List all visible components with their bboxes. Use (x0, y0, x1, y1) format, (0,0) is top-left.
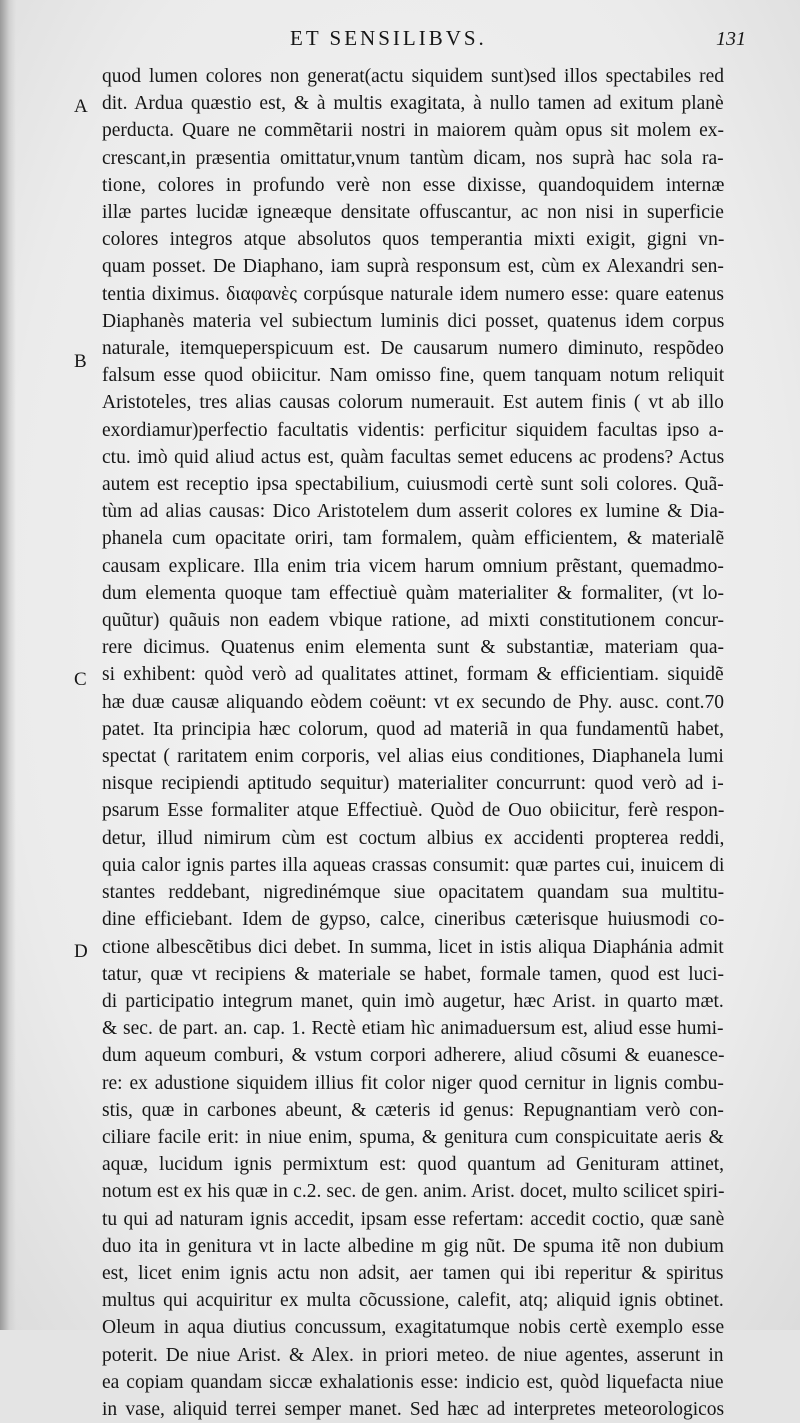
text-line: duo ita in genitura vt in lacte albedine m gig nũt. De spuma itẽ non dubium (102, 1235, 724, 1257)
text-line: perducta. Quare ne commẽtarii nostri in maiorem quàm opus sit molem ex- (102, 120, 724, 142)
text-line: multus qui acquiritur ex multa cõcussione, calefit, atq; aliquid ignis obtinet. (102, 1290, 724, 1312)
text-line: est, licet enim ignis actu non adsit, aer tamen qui ibi reperitur & spiritus (102, 1262, 724, 1284)
text-line: ctu. imò quid aliud actus est, quàm facultas semet educens ac prodens? Actus (102, 446, 725, 468)
text-line: re: ex adustione siquidem illius fit color niger quod cernitur in lignis combu- (102, 1072, 724, 1094)
text-line: exordiamur)perfectio facultatis videntis: perficitur siquidem facultas ipso a- (102, 419, 724, 441)
text-line: Oleum in aqua diutius concussum, exagitatumque nobis certè exemplo esse (102, 1317, 725, 1339)
text-line: in vase, aliquid terrei semper manet. Sed hæc ad interpretes meteorologicos (102, 1398, 725, 1420)
text-line: aquæ, lucidum ignis permixtum est: quod quantum ad Genituram attinet, (102, 1154, 725, 1176)
text-line: nisque recipiendi aptitudo sequitur) materialiter concurrunt: quod verò ad i- (102, 773, 724, 795)
text-line: di participatio integrum manet, quin imò augetur, hæc Arist. in quarto mæt. (102, 990, 724, 1012)
text-line: poterit. De niue Arist. & Alex. in priori meteo. de niue agentes, asserunt in (102, 1344, 724, 1366)
text-line: notum est ex his quæ in c.2. sec. de gen. anim. Arist. docet, multo scilicet spiri- (102, 1181, 725, 1203)
text-line: quam posset. De Diaphano, iam suprà responsum est, cùm ex Alexandri sen- (102, 256, 724, 278)
text-line: hæ duæ causæ aliquando eòdem coëunt: vt ex secundo de Phy. ausc. cont.70 (102, 691, 724, 713)
text-line: tentia diximus. διαφανὲς corpúsque naturale idem numero esse: quare eatenus (102, 283, 724, 305)
text-line: crescant,in præsentia omittatur,vnum tantùm dicam, nos suprà hac sola ra- (102, 147, 724, 169)
text-line: dum elementa quoque tam effectiuè quàm materialiter & formaliter, (vt lo- (102, 582, 725, 604)
text-line: tùm ad alias causas: Dico Aristotelem dum asserit colores ex lumine & Dia- (102, 501, 725, 523)
text-line: falsum esse quod obiicitur. Nam omisso fine, quem tanquam notum reliquit (102, 365, 725, 387)
running-title: ET SENSILIBVS. (290, 26, 487, 50)
margin-letters (66, 0, 96, 1330)
text-line: Aristoteles, tres alias causas colorum numerauit. Est autem finis ( vt ab illo (102, 392, 724, 414)
text-line: rere dicimus. Quatenus enim elementa sunt & substantiæ, materiam qua- (102, 637, 724, 659)
text-line: colores integros atque absolutos quos temperantia mixti exigit, gigni vn- (102, 229, 725, 251)
text-line: tione, colores in profundo verè non esse dixisse, quandoquidem internæ (102, 174, 725, 196)
margin-letter-c: C (74, 669, 87, 690)
text-line: Diaphanès materia vel subiectum luminis dici posset, quatenus idem corpus (102, 310, 725, 332)
text-line: ea copiam quandam siccæ exhalationis esse: indicio est, quòd liquefacta niue (102, 1371, 724, 1393)
page-header (0, 26, 800, 58)
text-line: stis, quæ in carbones abeunt, & cæteris id genus: Repugnantiam verò con- (102, 1099, 724, 1121)
body-text (102, 63, 724, 1423)
text-line: autem est receptio ipsa spectabilium, cuiusmodi certè sunt soli colores. Quã- (102, 474, 724, 496)
text-line: tu qui ad naturam ignis accedit, ipsam esse refertam: accedit coctio, quæ sanè (102, 1208, 725, 1230)
text-line: quia calor ignis partes illa aqueas crassas consumit: quæ partes cui, inuicem di (102, 854, 725, 876)
text-line: dum aqueum comburi, & vstum corpori adherere, aliud cõsumi & euanesce- (102, 1045, 725, 1067)
text-line: tatur, quæ vt recipiens & materiale se habet, formale tamen, quod est luci- (102, 963, 724, 985)
text-line: ctione albescẽtibus dici debet. In summa, licet in istis aliqua Diaphánia admit (102, 936, 724, 958)
text-line: illæ partes lucidæ igneæque densitate offuscantur, ac non nisi in superficie (102, 202, 724, 224)
text-line: si exhibent: quòd verò ad qualitates attinet, formam & efficientiam. siquidẽ (102, 664, 724, 686)
text-line: patet. Ita principia hæc colorum, quod ad materiã in qua fundamentũ habet, (102, 718, 724, 740)
text-line: psarum Esse formaliter atque Effectiuè. Quòd de Ouo obiicitur, ferè respon- (102, 800, 725, 822)
text-line: quod lumen colores non generat(actu siquidem sunt)sed illos spectabiles red (102, 66, 725, 87)
text-line: phanela cum opacitate oriri, tam formalem, quàm efficientem, & materialẽ (102, 528, 725, 550)
text-line: & sec. de part. an. cap. 1. Rectè etiam hìc animaduersum est, aliud esse humi- (102, 1018, 724, 1040)
text-line: causam explicare. Illa enim tria vicem harum omnium prẽstant, quemadmo- (102, 555, 724, 577)
text-line: dit. Ardua quæstio est, & à multis exagitata, à nullo tamen ad exitum planè (102, 93, 724, 115)
margin-letter-a: A (74, 96, 88, 117)
text-line: dine efficiebant. Idem de gypso, calce, cineribus cæterisque huiusmodi co- (102, 909, 725, 931)
text-line: detur, illud nimirum cùm est coctum albius ex accidenti propterea reddi, (102, 827, 725, 849)
text-line: naturale, itemqueperspicuum est. De causarum numero diminuto, respõdeo (102, 338, 724, 360)
text-line: stantes reddebant, nigredinémque siue opacitatem quandam sua multitu- (102, 882, 725, 904)
margin-letter-d: D (74, 941, 88, 962)
text-line: ciliare facile erit: in niue enim, spuma, & genitura cum conspicuitate aeris & (102, 1126, 724, 1148)
margin-letter-b: B (74, 351, 87, 372)
text-line: spectat ( raritatem enim corporis, vel alias eius conditiones, Diaphanela lumi (102, 746, 724, 768)
page-spine-shadow (0, 0, 16, 1330)
text-line: quũtur) quãuis non eadem vbique ratione, ad mixti constitutionem concur- (102, 610, 725, 632)
page-number: 131 (716, 28, 746, 50)
